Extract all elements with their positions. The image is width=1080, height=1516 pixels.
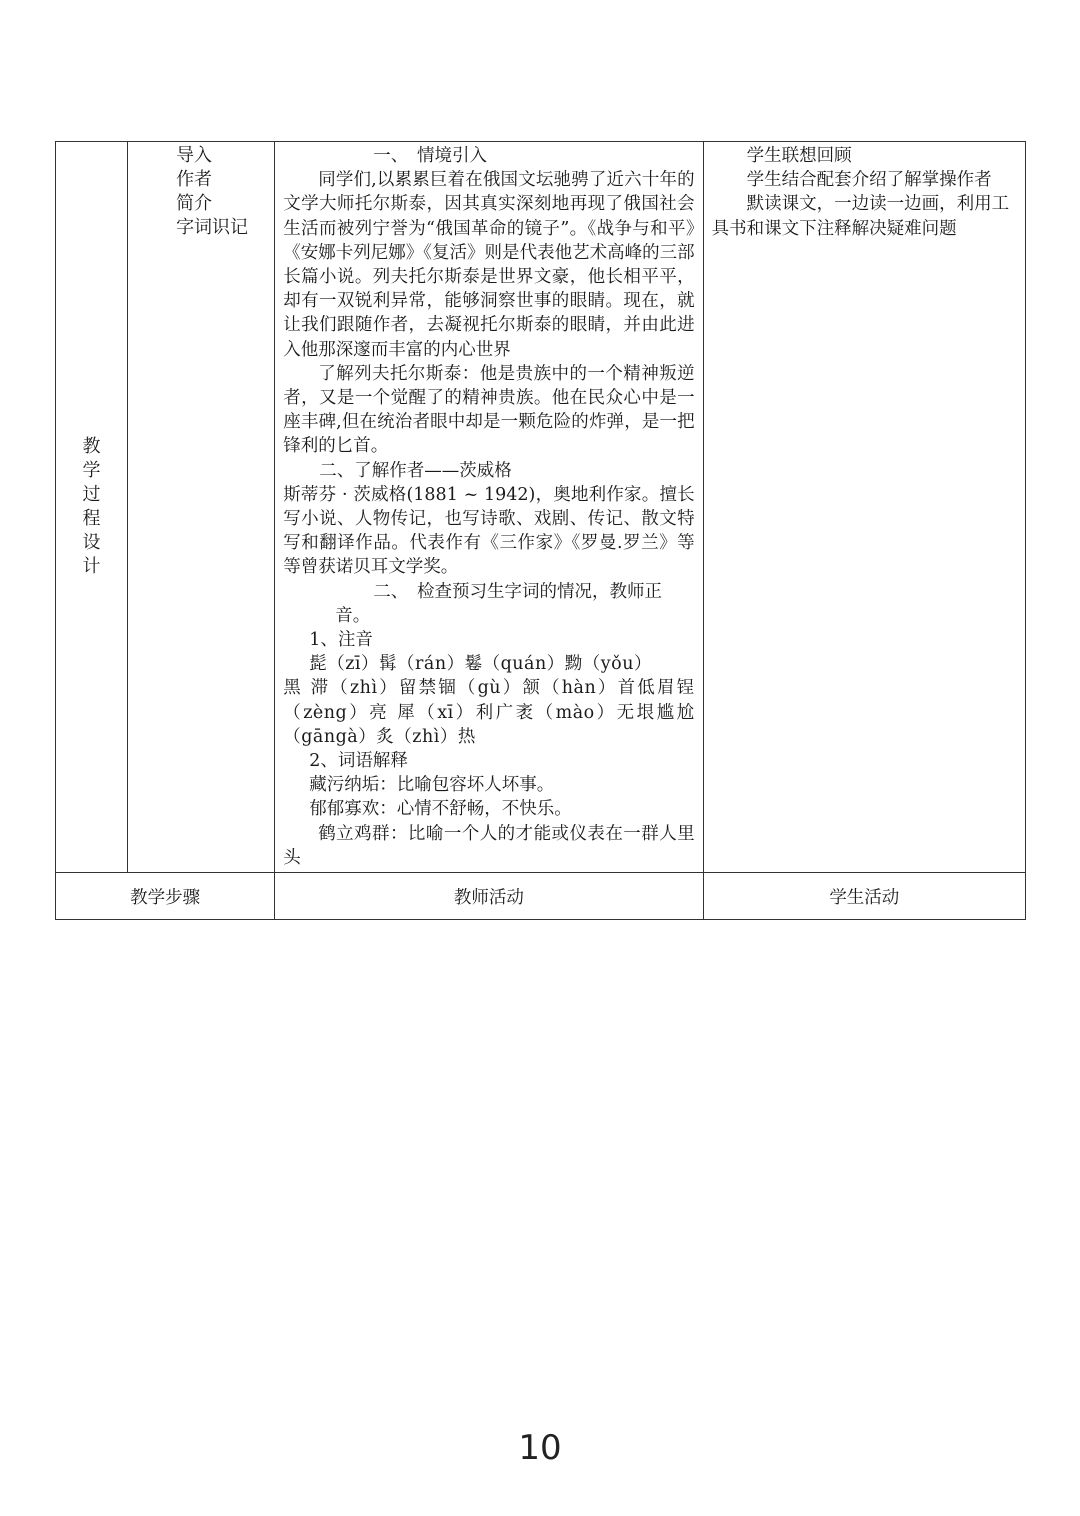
step-item: 作者 [176, 169, 213, 190]
definition-item: 鹤立鸡群：比喻一个人的才能或仪表在一群人里头 [283, 823, 695, 868]
content-row [56, 142, 1026, 873]
section-label-cell [56, 142, 128, 873]
section-label-char: 计 [82, 556, 101, 578]
section-label-char: 设 [82, 532, 101, 554]
teacher-heading-3: 二、 检查预习生字词的情况，教师正 [373, 581, 662, 602]
teacher-heading-2: 二、了解作者——茨威格 [319, 460, 512, 481]
section-label-char: 学 [82, 460, 101, 482]
teacher-activity-cell [275, 142, 703, 873]
student-activity-cell [703, 142, 1025, 873]
zweig-paragraph: 斯蒂芬 · 茨威格(1881 ~ 1942)，奥地利作家。擅长写小说、人物传记，也写诗歌、戏剧、传记、散文特写和翻译作品。代表作有《三作家》《罗曼.罗兰》等等曾获诺贝耳文学奖。 [283, 484, 695, 578]
tolstoy-paragraph: 了解列夫托尔斯泰：他是贵族中的一个精神叛逆者，又是一个觉醒了的精神贵族。他在民众心中是一座丰碑,但在统治者眼中却是一颗危险的炸弹，是一把锋利的匕首。 [283, 363, 695, 457]
section-label-char: 程 [82, 508, 101, 530]
page-number: 10 [518, 1428, 562, 1468]
section-label [83, 435, 101, 579]
step-item: 字词识记 [176, 217, 249, 238]
student-activity-line: 默读课文，一边读一边画，利用工具书和课文下注释解决疑难问题 [711, 194, 1010, 239]
teacher-heading-3-continued: 音。 [335, 605, 371, 626]
pinyin-subheading: 1、注音 [309, 630, 373, 651]
student-activity-line: 学生结合配套介绍了解掌操作者 [746, 170, 992, 191]
step-item: 简介 [176, 193, 213, 214]
pinyin-paragraph: 黑 滞（zhì）留禁锢（gù）颔（hàn）首低眉锃（zèng）亮 犀（xī）利广袤（mào）无垠尴尬（gāngà）炙（zhì）热 [283, 678, 695, 747]
student-column-header: 学生活动 [703, 873, 1025, 920]
teacher-heading-1: 一、 情境引入 [373, 146, 487, 166]
section-label-char: 过 [82, 484, 101, 506]
step-item: 导入 [176, 145, 213, 166]
definition-item: 藏污纳垢：比喻包容坏人坏事。 [309, 775, 555, 796]
teacher-column-header: 教师活动 [275, 873, 703, 920]
pinyin-line: 髭（zī）髯（rán）鬈（quán）黝（yǒu） [309, 654, 652, 675]
definitions-subheading: 2、词语解释 [309, 751, 408, 772]
lesson-plan-table [55, 141, 1026, 920]
steps-cell [128, 142, 275, 873]
definition-item: 郁郁寡欢：心情不舒畅，不快乐。 [309, 799, 572, 820]
intro-paragraph: 同学们,以累累巨着在俄国文坛驰骋了近六十年的文学大师托尔斯泰，因其真实深刻地再现了俄国社会生活而被列宁誉为“俄国革命的镜子”。《战争与和平》《安娜卡列尼娜》《复活》则是代表他艺术高峰的三部长篇小说。列夫托尔斯泰是世界文豪，他长相平平，却有一双锐利异常，能够洞察世事的眼睛。现在，就让我们跟随作者，去凝视托尔斯泰的眼睛，并由此进入他那深邃而丰富的内心世界 [283, 170, 695, 360]
header-row [56, 873, 1026, 920]
step-column-header: 教学步骤 [56, 873, 275, 920]
section-label-char: 教 [82, 436, 101, 458]
student-activity-line: 学生联想回顾 [746, 146, 852, 166]
